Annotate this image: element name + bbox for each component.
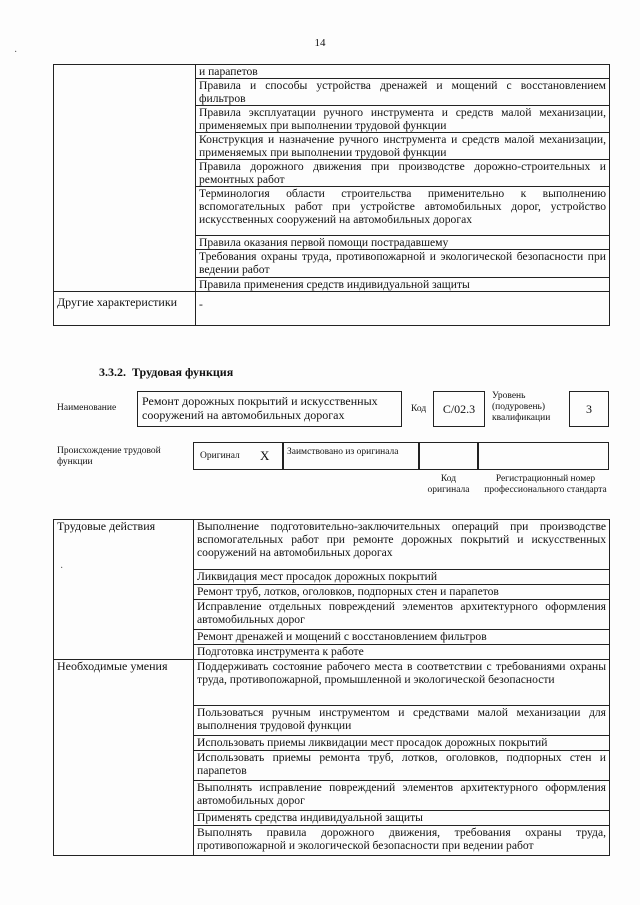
action-item: Выполнение подготовительно-заключительных операций при производстве вспомогательных работ при ремонте дорожных покрытий и искусственных сооружений на автомобильных дорогах <box>194 520 610 570</box>
action-item: Подготовка инструмента к работе <box>194 645 610 660</box>
reg-number-box <box>478 442 609 470</box>
section-heading <box>99 366 233 379</box>
section-number: 3.3.2. <box>99 365 126 379</box>
skill-item: Пользоваться ручным инструментом и средствами малой механизации для выполнения трудовой функции <box>194 706 610 736</box>
borrowed-box <box>283 442 419 470</box>
name-label: Наименование <box>57 403 117 413</box>
action-item: Ликвидация мест просадок дорожных покрытий <box>194 570 610 585</box>
qualification-level: 3 <box>569 391 609 427</box>
knowledge-item: Конструкция и назначение ручного инструмента и средств малой механизации, применяемых при выполнении трудовой функции <box>196 133 610 160</box>
knowledge-item: и парапетов <box>196 65 610 79</box>
knowledge-item: Требования охраны труда, противопожарной и экологической безопасности при ведении работ <box>196 250 610 278</box>
skill-item: Выполнять правила дорожного движения, требования охраны труда, противопожарной и экологической безопасности при ведении работ <box>194 826 610 856</box>
page-number: 14 <box>314 37 326 49</box>
action-item: Ремонт труб, лотков, оголовков, подпорных стен и парапетов <box>194 585 610 600</box>
knowledge-item: Правила и способы устройства дренажей и мощений с восстановлением фильтров <box>196 79 610 106</box>
knowledge-item: Правила эксплуатации ручного инструмента и средств малой механизации, применяемых при выполнении трудовой функции <box>196 106 610 133</box>
knowledge-item: Правила оказания первой помощи пострадавшему <box>196 236 610 250</box>
original-mark: Х <box>260 448 270 463</box>
function-code: С/02.3 <box>433 391 485 427</box>
action-item: Исправление отдельных повреждений элементов архитектурного оформления автомобильных дорог <box>194 600 610 630</box>
original-box <box>193 442 283 470</box>
function-table <box>53 519 610 856</box>
skill-item: Использовать приемы ремонта труб, лотков, оголовков, подпорных стен и парапетов <box>194 751 610 781</box>
skill-item: Поддерживать состояние рабочего места в соответствии с требованиями охраны труда, противопожарной, промышленной и экологической безопасности <box>194 660 610 706</box>
code-label: Код <box>411 404 427 414</box>
original-label: Оригинал <box>200 451 240 461</box>
original-code-box <box>419 442 478 470</box>
skill-item: Применять средства индивидуальной защиты <box>194 811 610 826</box>
knowledge-item: Терминология области строительства применительно к выполнению вспомогательных работ при устройстве автомобильных дорог, устройство искусственных сооружений на автомобильных дорогах <box>196 187 610 236</box>
other-characteristics-value: - <box>196 292 610 326</box>
skill-item: Выполнять исправление повреждений элементов архитектурного оформления автомобильных дорог <box>194 781 610 811</box>
knowledge-table <box>53 64 610 326</box>
original-code-caption: Код оригинала <box>427 474 470 495</box>
origin-label: Происхождение трудовой функции <box>57 446 161 467</box>
actions-label: Трудовые действия <box>54 520 194 660</box>
action-item: Ремонт дренажей и мощений с восстановлением фильтров <box>194 630 610 645</box>
section-title: Трудовая функция <box>132 365 234 379</box>
function-name: Ремонт дорожных покрытий и искусственных сооружений на автомобильных дорогах <box>137 391 402 427</box>
skills-label: Необходимые умения <box>54 660 194 856</box>
other-characteristics-label: Другие характеристики <box>54 292 196 326</box>
skill-item: Использовать приемы ликвидации мест просадок дорожных покрытий <box>194 736 610 751</box>
knowledge-item: Правила дорожного движения при производстве дорожно-строительных и ремонтных работ <box>196 160 610 187</box>
reg-number-caption: Регистрационный номер профессионального стандарта <box>484 474 607 495</box>
level-label: Уровень (подуровень) квалификации <box>492 391 551 423</box>
borrowed-label: Заимствовано из оригинала <box>287 447 399 457</box>
scan-mark: · <box>60 563 64 574</box>
scan-mark: · <box>14 47 18 58</box>
knowledge-item: Правила применения средств индивидуальной защиты <box>196 278 610 292</box>
knowledge-label-cell <box>54 65 196 292</box>
